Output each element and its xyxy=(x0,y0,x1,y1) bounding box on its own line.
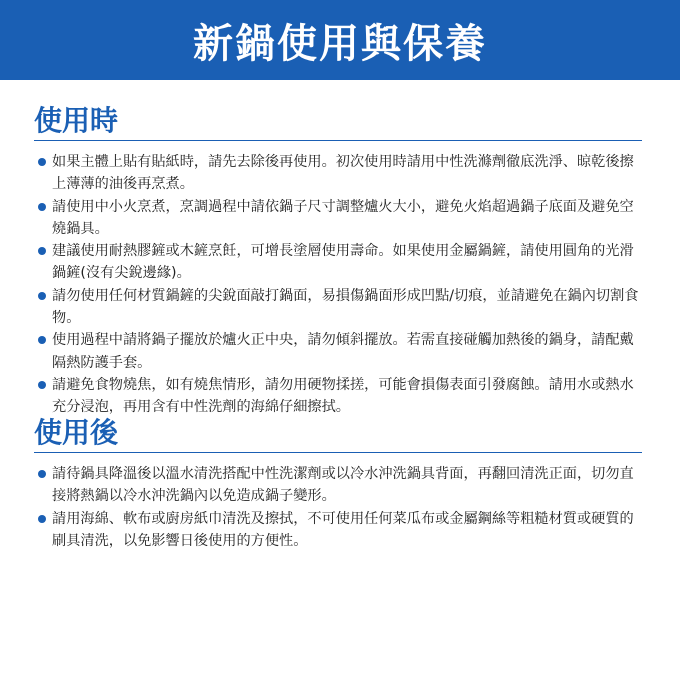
section-during-use xyxy=(36,104,646,419)
list-item-text: 如果主體上貼有貼紙時，請先去除後再使用。初次使用時請用中性洗滌劑徹底洗淨、晾乾後擦上薄薄的油後再烹煮。 xyxy=(52,154,634,193)
bullet-icon xyxy=(38,292,46,300)
bullet-icon xyxy=(38,515,46,523)
page-title: 新鍋使用與保養 xyxy=(193,20,487,67)
bullet-list xyxy=(36,463,646,552)
list-item-text: 請避免食物燒焦，如有燒焦情形，請勿用硬物揉搓，可能會損傷表面引發腐蝕。請用水或熱水充分浸泡，再用含有中性洗劑的海綿仔細擦拭。 xyxy=(52,376,634,416)
list-item xyxy=(36,285,646,330)
bullet-list xyxy=(36,151,646,419)
list-item-text: 使用過程中請將鍋子擺放於爐火正中央，請勿傾斜擺放。若需直接碰觸加熱後的鍋身，請配戴隔熱防護手套。 xyxy=(52,332,634,371)
list-item-text: 請待鍋具降溫後以溫水清洗搭配中性洗潔劑或以冷水沖洗鍋具背面，再翻回清洗正面，切勿直接將熱鍋以冷水沖洗鍋內以免造成鍋子變形。 xyxy=(52,466,634,505)
list-item-text: 請用海綿、軟布或廚房紙巾清洗及擦拭，不可使用任何菜瓜布或金屬鋼絲等粗糙材質或硬質的刷具清洗，以免影響日後使用的方便性。 xyxy=(52,510,634,549)
section-heading: 使用時 xyxy=(34,104,642,141)
title-banner xyxy=(0,0,680,80)
list-item-text: 請使用中小火烹煮，烹調過程中請依鍋子尺寸調整爐火大小，避免火焰超過鍋子底面及避免空燒鍋具。 xyxy=(52,198,634,237)
section-heading: 使用後 xyxy=(34,416,642,453)
bullet-icon xyxy=(38,203,46,211)
bullet-icon xyxy=(38,381,46,389)
list-item xyxy=(36,196,646,241)
list-item-text: 請勿使用任何材質鍋鏟的尖銳面敲打鍋面，易損傷鍋面形成凹點/切痕，並請避免在鍋內切割食物。 xyxy=(52,287,639,327)
bullet-icon xyxy=(38,336,46,344)
bullet-icon xyxy=(38,247,46,255)
bullet-icon xyxy=(38,470,46,478)
list-item-text: 建議使用耐熱膠鏟或木鏟烹飪，可增長塗層使用壽命。如果使用金屬鍋鏟，請使用圓角的光滑鍋鏟(沒有尖銳邊緣)。 xyxy=(52,243,634,282)
list-item xyxy=(36,374,646,419)
list-item xyxy=(36,151,646,196)
list-item xyxy=(36,240,646,285)
section-after-use xyxy=(36,416,646,552)
list-item xyxy=(36,329,646,374)
list-item xyxy=(36,463,646,508)
list-item xyxy=(36,508,646,553)
bullet-icon xyxy=(38,158,46,166)
